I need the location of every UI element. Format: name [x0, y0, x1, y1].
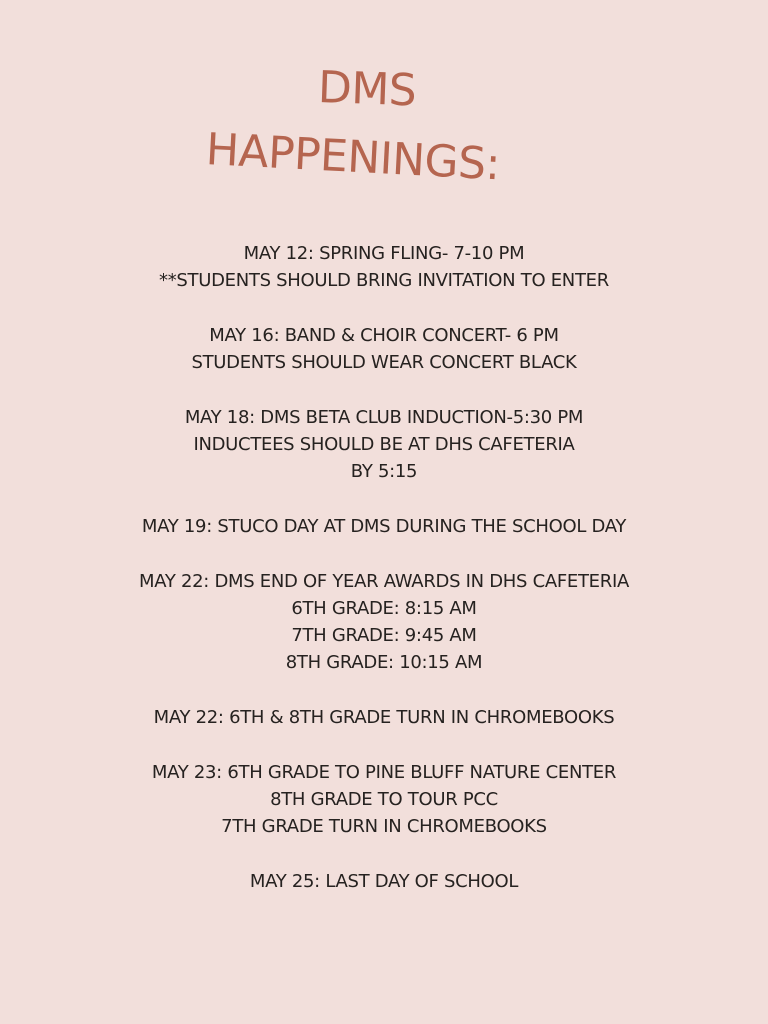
event-line: INDUCTEES SHOULD BE AT DHS CAFETERIA [193, 434, 575, 456]
event-line: MAY 22: DMS END OF YEAR AWARDS IN DHS CAFETERIA [139, 570, 629, 592]
event-line: MAY 23: 6TH GRADE TO PINE BLUFF NATURE CENTER [151, 761, 617, 783]
event-line: MAY 22: 6TH & 8TH GRADE TURN IN CHROMEBOOKS [153, 707, 615, 729]
event-line: MAY 25: LAST DAY OF SCHOOL [249, 870, 519, 892]
event-beta-club-induction [0, 404, 768, 486]
event-line: MAY 12: SPRING FLING- 7-10 PM [243, 243, 525, 264]
event-last-day [0, 868, 768, 895]
page-title-line-1: DMS [317, 62, 418, 117]
event-line: 6TH GRADE: 8:15 AM [291, 597, 477, 619]
event-line: MAY 19: STUCO DAY AT DMS DURING THE SCHOOL DAY [141, 515, 627, 537]
event-line: 8TH GRADE TO TOUR PCC [270, 788, 498, 810]
event-band-choir-concert [0, 322, 768, 377]
page-title-line-2: HAPPENINGS: [204, 124, 502, 191]
event-line: BY 5:15 [350, 461, 418, 483]
event-line: **STUDENTS SHOULD BRING INVITATION TO ENTER [159, 270, 609, 292]
event-chromebooks-6th-8th [0, 704, 768, 731]
event-end-of-year-awards [0, 568, 768, 677]
event-line: STUDENTS SHOULD WEAR CONCERT BLACK [191, 352, 577, 374]
event-line: 7TH GRADE TURN IN CHROMEBOOKS [221, 816, 547, 838]
event-line: MAY 18: DMS BETA CLUB INDUCTION-5:30 PM [184, 406, 584, 428]
event-stuco-day [0, 513, 768, 540]
event-spring-fling [0, 240, 768, 295]
event-line: 8TH GRADE: 10:15 AM [285, 652, 483, 674]
event-line: 7TH GRADE: 9:45 AM [291, 625, 477, 647]
events-list [0, 240, 768, 922]
event-line: MAY 16: BAND & CHOIR CONCERT- 6 PM [209, 324, 559, 346]
event-field-trips [0, 759, 768, 841]
